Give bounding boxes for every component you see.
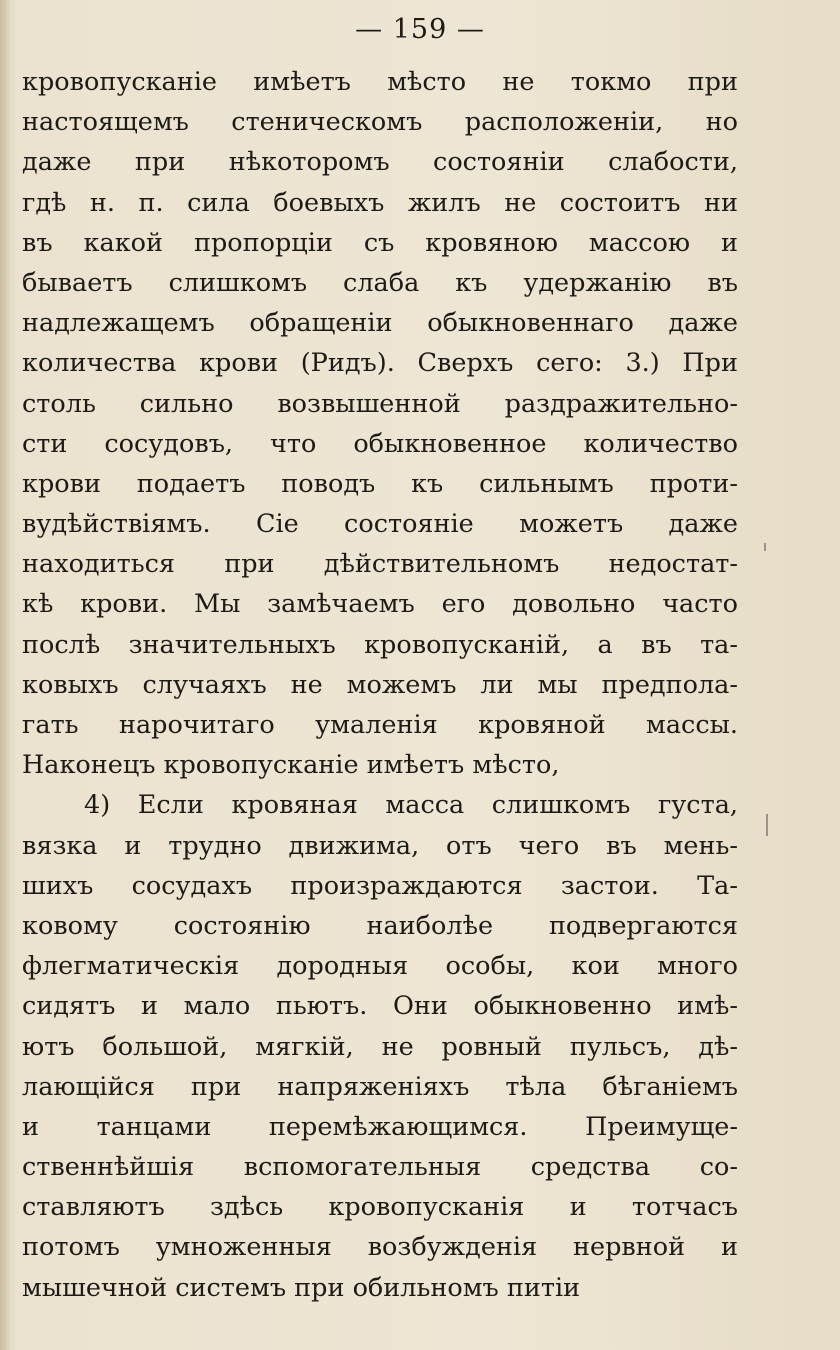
text-line: бываетъ слишкомъ слаба къ удержанію въ [22, 267, 738, 298]
text-line: настоящемъ стеническомъ расположеніи, но [22, 107, 738, 138]
text-line: 4) Если кровяная масса слишкомъ густа, [84, 790, 738, 821]
text-line: вудѣйствіямъ. Сіе состояніе можетъ даже [22, 509, 738, 540]
text-line: мышечной системъ при обильномъ питіи [22, 1272, 581, 1303]
margin-speck [766, 814, 768, 836]
text-line: гдѣ н. п. сила боевыхъ жилъ не состоитъ ни [22, 187, 738, 218]
text-line: надлежащемъ обращеніи обыкновеннаго даже [22, 308, 738, 339]
text-line: Наконецъ кровопусканіе имѣетъ мѣсто, [22, 750, 560, 781]
text-line: ковому состоянію наиболѣе подвергаются [22, 910, 738, 941]
text-line: столь сильно возвышенной раздражительно- [22, 388, 738, 419]
text-line: сти сосудовъ, что обыкновенное количество [22, 428, 738, 459]
text-line: кѣ крови. Мы замѣчаемъ его довольно часто [22, 589, 738, 620]
text-line: ютъ большой, мягкій, не ровный пульсъ, дѣ- [22, 1031, 738, 1062]
page-edge-shadow [0, 0, 10, 1350]
text-line: лающійся при напряженіяхъ тѣла бѣганіемъ [22, 1071, 738, 1102]
text-line: потомъ умноженныя возбужденія нервной и [22, 1232, 738, 1263]
text-line: гать нарочитаго умаленія кровяной массы. [22, 710, 738, 740]
margin-speck [764, 543, 766, 551]
text-line: находиться при дѣйствительномъ недостат- [22, 549, 738, 580]
text-line: ковыхъ случаяхъ не можемъ ли мы предпола- [22, 669, 738, 700]
body-text [22, 62, 738, 1308]
text-line: ственнѣйшія вспомогательныя средства со- [22, 1152, 738, 1183]
text-line: даже при нѣкоторомъ состояніи слабости, [22, 147, 738, 178]
text-line: шихъ сосудахъ произраждаются застои. Та- [22, 870, 738, 901]
text-line: вязка и трудно движима, отъ чего въ мень- [22, 830, 738, 861]
text-line: флегматическія дородныя особы, кои много [22, 951, 738, 982]
text-line: въ какой пропорціи съ кровяною массою и [22, 227, 738, 258]
text-line: кровопусканіе имѣетъ мѣсто не токмо при [22, 67, 738, 97]
page-number-header: — 159 — [355, 14, 485, 45]
text-line: крови подаетъ поводъ къ сильнымъ проти- [22, 468, 738, 499]
text-line: сидятъ и мало пьютъ. Они обыкновенно имѣ- [22, 991, 738, 1022]
text-line: количества крови (Ридъ). Сверхъ сего: 3.) При [22, 348, 738, 379]
text-line: послѣ значительныхъ кровопусканій, а въ та- [22, 629, 738, 660]
text-line: ставляютъ здѣсь кровопусканія и тотчасъ [22, 1192, 738, 1223]
text-line: и танцами перемѣжающимся. Преимуще- [22, 1111, 738, 1142]
